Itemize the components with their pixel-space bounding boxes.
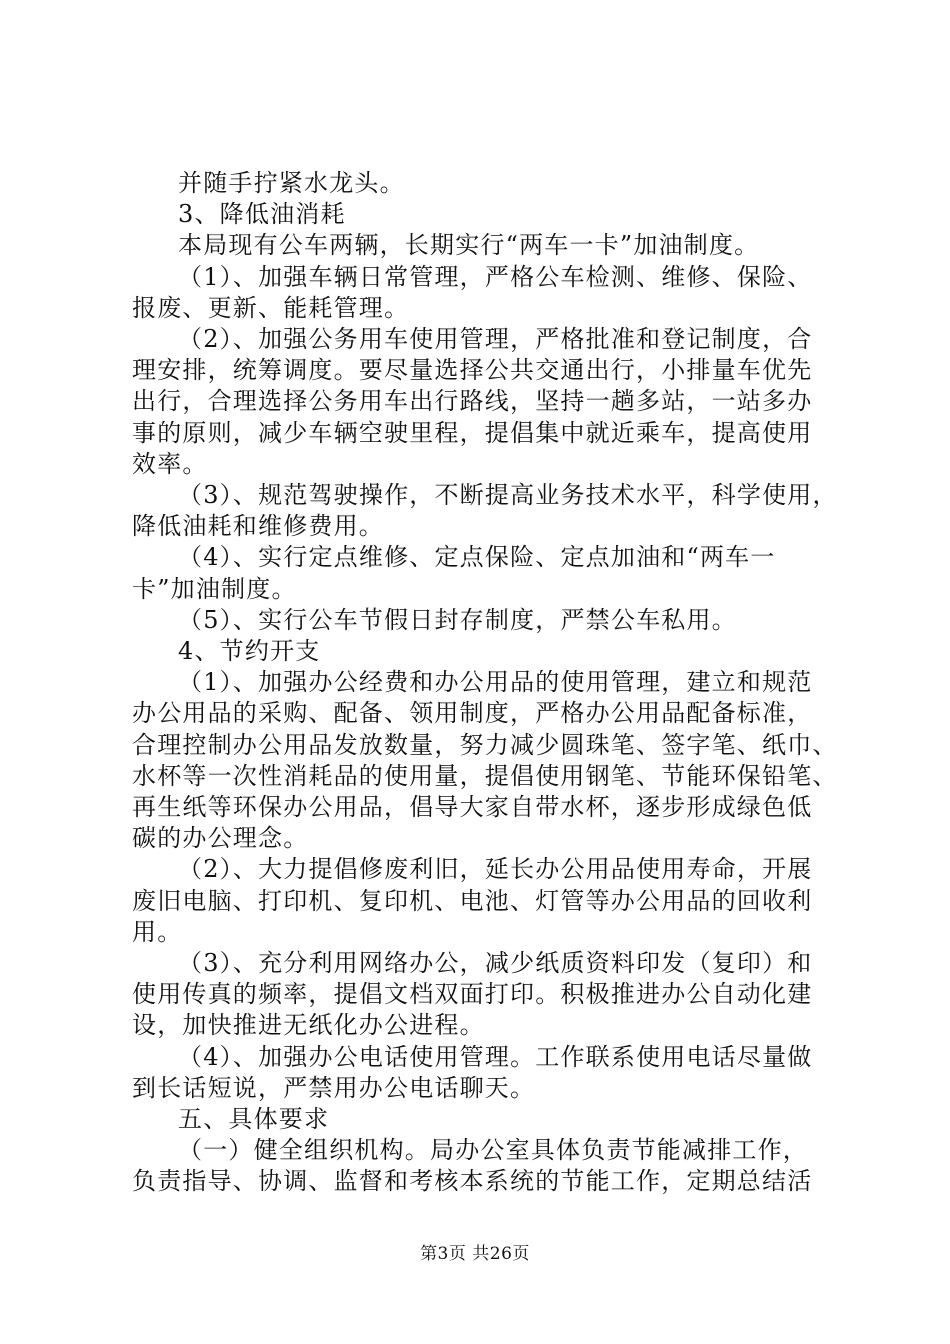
text-line: 到长话短说，严禁用办公电话聊天。 — [132, 1073, 536, 1102]
text-line: 废旧电脑、打印机、复印机、电池、灯管等办公用品的回收利 — [132, 886, 813, 915]
text-line: （2）、加强公务用车使用管理，严格批准和登记制度，合 — [178, 325, 813, 353]
section-heading: 3、降低油消耗 — [178, 200, 346, 229]
page-number-footer: 第3页 共26页 — [420, 1244, 530, 1264]
text-line: 理安排，统筹调度。要尽量选择公共交通出行，小排量车优先 — [132, 356, 813, 385]
text-line: （3）、充分利用网络办公，减少纸质资料印发（复印）和 — [178, 949, 813, 977]
text-line: 办公用品的采购、配备、领用制度，严格办公用品配备标准， — [132, 699, 813, 728]
text-line: （5）、实行公车节假日封存制度，严禁公车私用。 — [178, 605, 737, 634]
text-line: （2）、大力提倡修废利旧，延长办公用品使用寿命，开展 — [178, 855, 813, 884]
text-line: （4）、加强办公电话使用管理。工作联系使用电话尽量做 — [178, 1042, 813, 1071]
text-line: （1）、加强车辆日常管理，严格公车检测、维修、保险、 — [178, 262, 813, 291]
text-line: （一）健全组织机构。局办公室具体负责节能减排工作， — [178, 1136, 808, 1165]
text-line: 使用传真的频率，提倡文档双面打印。积极推进办公自动化建 — [132, 980, 813, 1009]
section-heading: 五、具体要求 — [178, 1105, 330, 1133]
text-line: 合理控制办公用品发放数量，努力减少圆珠笔、签字笔、纸巾、 — [132, 730, 838, 759]
text-line: 效率。 — [132, 449, 208, 478]
text-line: 水杯等一次性消耗品的使用量，提倡使用钢笔、节能环保铅笔、 — [132, 761, 838, 790]
text-line: （3）、规范驾驶操作，不断提高业务技术水平，科学使用， — [178, 481, 838, 509]
text-line: 并随手拧紧水龙头。 — [178, 169, 405, 197]
text-line: 事的原则，减少车辆空驶里程，提倡集中就近乘车，提高使用 — [132, 418, 813, 447]
text-line: 用。 — [132, 917, 183, 946]
text-line: 负责指导、协调、监督和考核本系统的节能工作，定期总结活 — [132, 1167, 813, 1196]
text-line: 报废、更新、能耗管理。 — [132, 293, 410, 322]
text-line: 碳的办公理念。 — [132, 824, 309, 853]
text-line: 本局现有公车两辆，长期实行“两车一卡”加油制度。 — [178, 231, 760, 260]
text-line: （1）、加强办公经费和办公用品的使用管理，建立和规范 — [178, 668, 813, 697]
text-line: 设，加快推进无纸化办公进程。 — [132, 1011, 485, 1040]
section-heading: 4、节约开支 — [178, 637, 321, 665]
text-line: 再生纸等环保办公用品，倡导大家自带水杯，逐步形成绿色低 — [132, 793, 813, 821]
text-line: 出行，合理选择公务用车出行路线，坚持一趟多站，一站多办 — [132, 387, 813, 416]
text-line: （4）、实行定点维修、定点保险、定点加油和“两车一 — [178, 543, 776, 572]
text-line: 降低油耗和维修费用。 — [132, 512, 384, 541]
text-line: 卡”加油制度。 — [132, 574, 297, 603]
